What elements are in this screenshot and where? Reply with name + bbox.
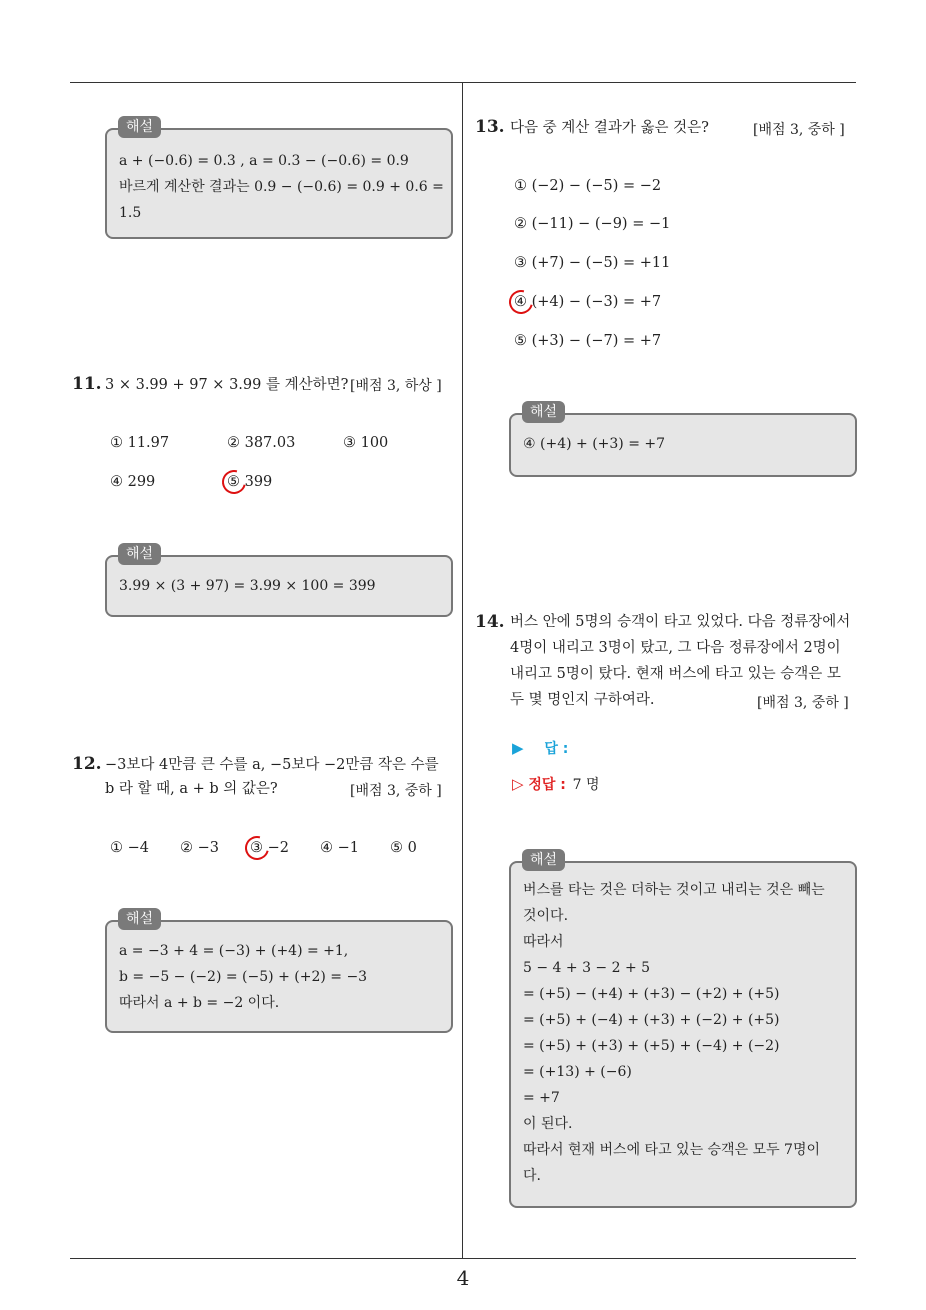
page-number: 4 <box>456 1266 470 1290</box>
q11-points: [배점 3, 하상 ] <box>350 378 442 394</box>
q14-explanation-line: 따라서 현재 버스에 타고 있는 승객은 모두 7명이 <box>523 1142 821 1158</box>
q14-explanation-line: 것이다. <box>523 908 569 924</box>
q10-explanation-line: 바르게 계산한 결과는 0.9 − (−0.6) = 0.9 + 0.6 = <box>119 179 444 195</box>
q13-choice-2[interactable]: ② (−11) − (−9) = −1 <box>514 216 671 232</box>
q14-explanation-line: 이 된다. <box>523 1116 573 1132</box>
bottom-rule <box>70 1258 856 1259</box>
q14-explanation-tag: 해설 <box>522 849 565 871</box>
q14-question-line: 버스 안에 5명의 승객이 타고 있었다. 다음 정류장에서 <box>510 614 851 630</box>
q14-explanation-line: 5 − 4 + 3 − 2 + 5 <box>523 960 651 976</box>
q14-answer-label: 답 : <box>544 741 569 757</box>
q12-explanation-line: a = −3 + 4 = (−3) + (+4) = +1, <box>119 943 349 959</box>
q11-choice-1[interactable]: ① 11.97 <box>110 435 170 451</box>
q14-answer-row[interactable] <box>512 738 568 758</box>
q13-explanation-tag: 해설 <box>522 401 565 423</box>
q14-correct-label: 정답 : <box>528 777 566 793</box>
q13-explanation-line: ④ (+4) + (+3) = +7 <box>523 436 666 452</box>
q11-choice-2[interactable]: ② 387.03 <box>227 435 296 451</box>
q14-explanation-box <box>509 861 857 1208</box>
q14-explanation-line: = (+13) + (−6) <box>523 1064 632 1080</box>
q13-choice-4[interactable]: ④ (+4) − (−3) = +7 <box>514 294 662 310</box>
q11-explanation-line: 3.99 × (3 + 97) = 3.99 × 100 = 399 <box>119 578 376 594</box>
q14-explanation-line: = (+5) − (+4) + (+3) − (+2) + (+5) <box>523 986 780 1002</box>
q10-explanation-line: a + (−0.6) = 0.3 , a = 0.3 − (−0.6) = 0.9 <box>119 153 409 169</box>
q14-points: [배점 3, 중하 ] <box>757 695 849 711</box>
q11-explanation-tag: 해설 <box>118 543 161 565</box>
q14-explanation-line: 따라서 <box>523 934 564 950</box>
q12-explanation-tag: 해설 <box>118 908 161 930</box>
q13-explanation-box <box>509 413 857 477</box>
q11-choice-5[interactable]: ⑤ 399 <box>227 474 273 490</box>
q12-explanation-line: 따라서 a + b = −2 이다. <box>119 995 280 1011</box>
q14-number: 14. <box>475 612 505 632</box>
q13-choice-3[interactable]: ③ (+7) − (−5) = +11 <box>514 255 671 271</box>
q14-explanation-line: = +7 <box>523 1090 560 1106</box>
q12-explanation-box <box>105 920 453 1033</box>
q12-question-line2: b 라 할 때, a + b 의 값은? <box>105 781 278 797</box>
q13-choice-5[interactable]: ⑤ (+3) − (−7) = +7 <box>514 333 662 349</box>
q14-question-line: 4명이 내리고 3명이 탔고, 그 다음 정류장에서 2명이 <box>510 640 841 656</box>
q11-question-text: 3 × 3.99 + 97 × 3.99 를 계산하면? <box>105 377 349 393</box>
q12-explanation-line: b = −5 − (−2) = (−5) + (+2) = −3 <box>119 969 368 985</box>
q14-explanation-line: = (+5) + (−4) + (+3) + (−2) + (+5) <box>523 1012 780 1028</box>
q12-choice-3[interactable]: ③ −2 <box>250 840 289 856</box>
q12-choice-4[interactable]: ④ −1 <box>320 840 359 856</box>
q13-number: 13. <box>475 117 505 137</box>
q11-number: 11. <box>72 374 102 394</box>
q12-number: 12. <box>72 754 102 774</box>
q14-explanation-line: = (+5) + (+3) + (+5) + (−4) + (−2) <box>523 1038 780 1054</box>
q11-choice-4[interactable]: ④ 299 <box>110 474 156 490</box>
play-outline-icon: ▷ <box>512 775 524 793</box>
q13-question-text: 다음 중 계산 결과가 옳은 것은? <box>510 120 709 136</box>
q14-correct-value: 7 명 <box>572 777 600 793</box>
q12-choice-2[interactable]: ② −3 <box>180 840 219 856</box>
q10-explanation-line: 1.5 <box>119 205 142 221</box>
q13-answer-mark <box>505 286 538 319</box>
q10-explanation-tag: 해설 <box>118 116 161 138</box>
q14-question-line: 두 몇 명인지 구하여라. <box>510 692 655 708</box>
play-filled-icon: ▶ <box>512 739 524 757</box>
q11-choice-3[interactable]: ③ 100 <box>343 435 389 451</box>
q12-points: [배점 3, 중하 ] <box>350 783 442 799</box>
q14-explanation-line: 버스를 타는 것은 더하는 것이고 내리는 것은 빼는 <box>523 882 825 898</box>
q12-question-line1: −3보다 4만큼 큰 수를 a, −5보다 −2만큼 작은 수를 <box>105 757 439 773</box>
q11-answer-mark <box>218 466 251 499</box>
q14-question-line: 내리고 5명이 탔다. 현재 버스에 타고 있는 승객은 모 <box>510 666 841 682</box>
q14-correct-row <box>512 774 600 794</box>
q12-choice-5[interactable]: ⑤ 0 <box>390 840 417 856</box>
q12-choice-1[interactable]: ① −4 <box>110 840 149 856</box>
q13-choice-1[interactable]: ① (−2) − (−5) = −2 <box>514 178 662 194</box>
q13-points: [배점 3, 중하 ] <box>753 122 845 138</box>
q12-answer-mark <box>241 832 274 865</box>
column-divider <box>462 83 463 1259</box>
q10-explanation-box <box>105 128 453 239</box>
q14-explanation-line: 다. <box>523 1168 541 1184</box>
top-rule <box>70 82 856 83</box>
